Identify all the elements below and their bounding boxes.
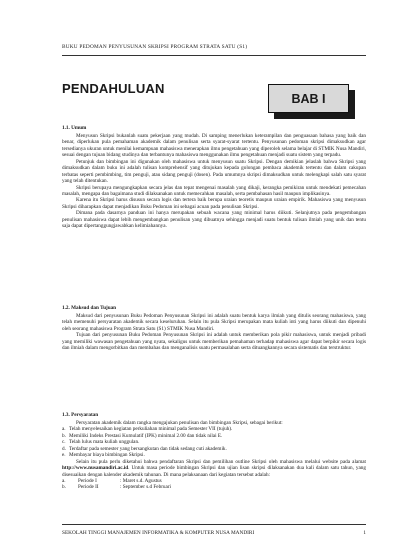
paragraph: Dimana pada dasarnya panduan ini hanya merupakan sebuah wacana yang minimal harus diikuti. Selanjutnya pada pengembangan penulisan mahasiswa dapat lebih mengembangkan penulisan yang dibuatnya sehingga menjadi suatu bentuk tulisan ilmiah yang unik dan tentu saja dapat dipertanggungjawabkan kelimiahannya. <box>62 210 366 230</box>
requirements-list <box>62 426 366 458</box>
paragraph: Skripsi berupaya mengungkapkan secara jelas dan tepat mengenai masalah yang dikaji, kerangka pemikiran untuk mendekati pemecahan masalah, mengapa dan bagaimana studi dilaksanakan untuk memecahkan masalah, serta pembahasan hasil maupun implikasinya. <box>62 184 366 198</box>
section-heading: 1.2. Maksud dan Tujuan <box>62 305 117 311</box>
paragraph: Menyusun Skripsi bukanlah suatu pekerjaan yang mudah. Di samping menerlukan keterampilan dan penguasaan bahasa yang baik dan benar, diperlukan pula pemahaman akademik dalam penulisan serta syarat-syarat tertentu. Penyusunan pedoman skripsi dimaksudkan agar tersedianya ukuran untuk menilai kemampuan mahasiswa menerapkan ilmu pengetahuan yang diperoleh selama belajar di STMIK Nusa Mandiri, sesuai dengan tujuan bidang studinya dan terbantunya mahasiswa menggunakan ilmu pengetahuan menjadi suatu sistem yang terpadu. <box>62 132 366 159</box>
section-persyaratan <box>62 412 366 491</box>
list-item: d. Terdaftar pada semester yang bersangkutan dan tidak sedang cuti akademik. <box>62 445 227 452</box>
page-footer <box>62 530 366 536</box>
section-maksud-tujuan <box>62 305 366 352</box>
page-number: 1 <box>363 530 366 536</box>
list-item: c. Telah lulus mata kuliah unggulan. <box>62 439 140 446</box>
header-rule <box>62 55 366 56</box>
website-link[interactable]: http://www.nusamandiri.ac.id <box>62 465 129 472</box>
chapter-title: PENDAHULUAN <box>62 81 165 96</box>
period-row: b. Periode II : September s.d Februari <box>62 484 171 491</box>
paragraph: Karena itu Skripsi harus disusun secara logis dan tertera baik berupa uraian teoretis maupun uraian empirik. Mahasiswa yang menyusun Skripsi diharapkan dapat menjadikan Buku Pedoman ini sebagai acuan pada penulisan Skripsi. <box>62 197 366 210</box>
paragraph: Petunjuk dan bimbingan ini digunakan oleh mahasiswa untuk menyusun suatu Skripsi. Dengan demikian jelaslah bahwa Skripsi yang dimaksudkan dalam buku ini adalah tulisan komprehensif yang ditujukan kepada golongan pembaca akademik tertentu dan dalam cakupan terbatas seperti pembimbing, tim penguji, atau sidang penguji (dosen). Pada umumnya skripsi dimaksudkan untuk melengkapi salah satu syarat yang telah ditentukan. <box>62 158 366 185</box>
chapter-label-box <box>268 84 349 113</box>
running-head: BUKU PEDOMAN PENYUSUNAN SKRIPSI PROGRAM STRATA SATU (S1) <box>62 44 248 50</box>
section-umum <box>62 125 366 230</box>
paragraph: Tujuan dari penyusunan Buku Pedoman Penyusunan Skripsi ini adalah untuk memberikan pola pikir mahasiswa, untuk menjadi pribadi yang memiliki wawasan pengetahuan yang nyata, sekaligus untuk memberikan pemahaman terhadap mahasiswa agar dapat berpikir secara logis dan ilmiah dalam mengorbitkan dan membahas dan menganalisis suatu permasalahan serta dituangkannya secara sistematis dan terstruktur. <box>62 332 366 352</box>
footer-institution: SEKOLAH TINGGI MANAJEMEN INFORMATIKA & KOMPUTER NUSA MANDIRI <box>62 530 255 536</box>
paragraph: Persyaratan akademik dalam rangka mengajukan penulisan dan bimbingan Skripsi, sebagai berikut: <box>76 419 283 426</box>
section-heading: 1.3. Persyaratan <box>62 412 99 418</box>
list-item: b. Memiliki Indeks Prestasi Kumulatif (IPK) minimal 2.00 dan tidak nilai E. <box>62 432 223 439</box>
paragraph: Selain itu pula perlu diketahui bahwa pendaftaran Skripsi dan pemilihan outline Skripsi oleh mahasiswa melalui website pada alamat http://www.nusamandiri.ac.id. Untuk masa periode bimbingan Skripsi dan ujian lisan skripsi dilaksanakan dua kali dalam satu tahun, yang disesuaikan dengan kalender akademik tahunan. Di mana pelaksanaan dari kegiatan tersebut adalah: <box>62 458 366 478</box>
list-item: a. Telah menyelesaikan kegiatan perkuliahan minimal pada Semester VII (tujuh). <box>62 426 233 433</box>
footer-rule <box>62 524 366 525</box>
section-heading: 1.1. Umum <box>62 125 87 131</box>
paragraph: Maksud dari penyusunan Buku Pedoman Penyusunan Skripsi ini adalah suatu bentuk karya ilmiah yang ditulis seorang mahasiswa, yang telah memenuhi persyaratan akademik secara keseluruhan. Selain itu pula Skripsi merupakan mata kuliah inti yang harus diikuti dan dipenuhi oleh seorang mahasiswa Program Strata Satu (S1) STMIK Nusa Mandiri. <box>62 312 366 332</box>
period-row: a. Periode I : Maret s.d. Agustus <box>62 478 162 485</box>
chapter-label: BAB I <box>291 91 326 106</box>
list-item: e. Membayar biaya bimbingan Skripsi. <box>62 452 145 459</box>
